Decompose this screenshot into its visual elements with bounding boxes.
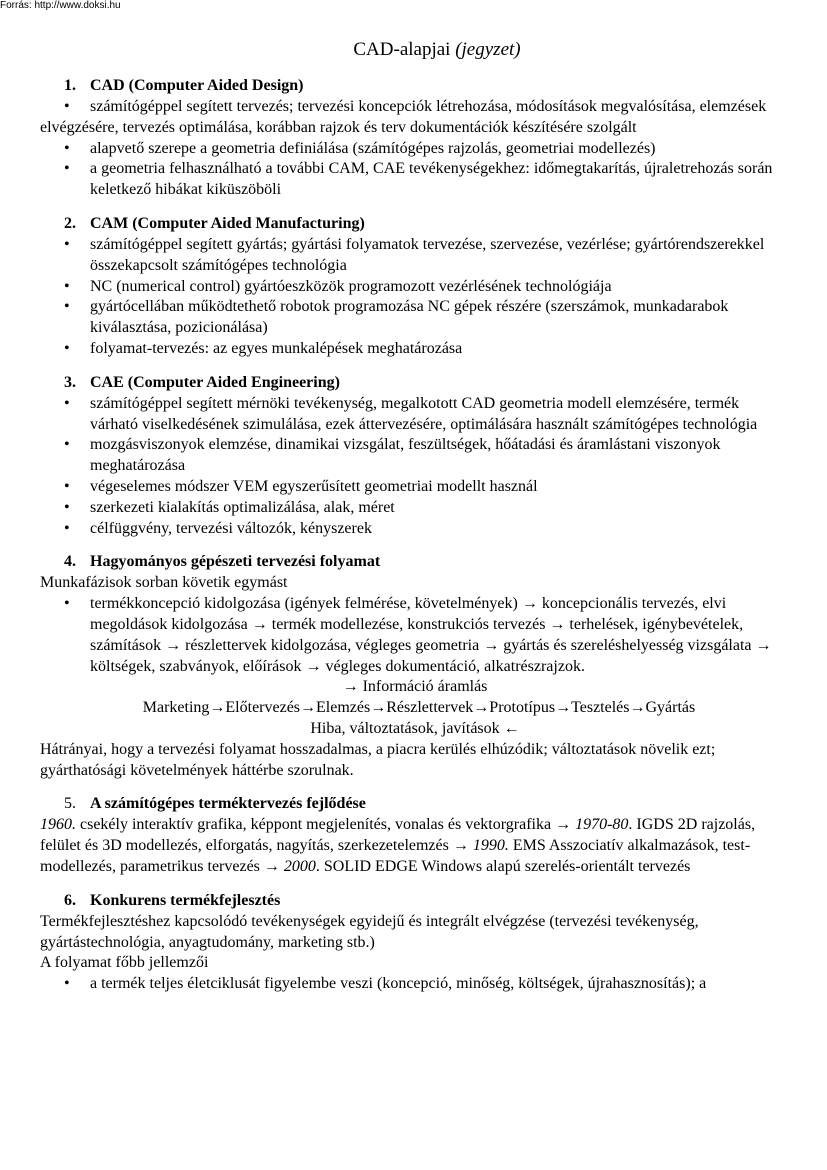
bullet-icon: • xyxy=(64,139,70,157)
section-heading xyxy=(40,373,790,394)
list-item-text: alapvető szerepe a geometria definiálása (számítógépes rajzolás, geometriai modellezés) xyxy=(90,139,656,157)
title-main: CAD-alapjai xyxy=(353,39,451,60)
section-number: 5. xyxy=(64,795,76,813)
list-item xyxy=(40,519,790,540)
section-heading xyxy=(40,214,790,235)
process-flow: Marketing→Előtervezés→Elemzés→Részlettervek→Prototípus→Tesztelés→Gyártás xyxy=(142,699,696,717)
section-cad xyxy=(40,76,790,201)
section-number: 3. xyxy=(64,373,76,391)
list-item xyxy=(40,339,790,360)
section-heading xyxy=(40,891,790,912)
list-item-text: célfüggvény, tervezési változók, kényszerek xyxy=(90,519,372,537)
section-traditional-design xyxy=(40,552,790,781)
section-cam xyxy=(40,214,790,360)
year: 1960. xyxy=(40,816,76,834)
list-item-text: végeselemes módszer VEM egyszerűsített geometriai modellt használ xyxy=(90,477,538,495)
list-item-text: számítógéppel segített tervezés; tervezési koncepciók létrehozása, módosítások megvalósítása, elemzések elvégzésére, tervezés optimálása, korábban rajzok és terv dokumentációk készítésére szolgált xyxy=(40,98,767,136)
text: . IGDS 2D rajzolás, felület és 3D modellezés, elforgatás, nagyítás, szerkezetelemzés → xyxy=(40,816,756,855)
section-heading xyxy=(40,794,790,815)
list-item xyxy=(40,235,790,277)
list-item xyxy=(40,97,790,139)
bullet-icon: • xyxy=(64,519,70,537)
year: 1990. xyxy=(472,837,509,855)
section-number: 2. xyxy=(64,214,76,232)
section-title: CAD (Computer Aided Design) xyxy=(90,77,304,94)
list-item-text: NC (numerical control) gyártóeszközök programozott vezérlésének technológiája xyxy=(90,277,612,295)
section-title: Hagyományos gépészeti tervezési folyamat xyxy=(90,553,381,571)
section-title: Konkurens termékfejlesztés xyxy=(90,891,281,909)
bullet-list xyxy=(40,394,790,540)
list-item-text: a termék teljes életciklusát figyelembe veszi (koncepció, minőség, költségek, újrahasznosítás); a xyxy=(90,975,707,993)
section-title: CAM (Computer Aided Manufacturing) xyxy=(90,214,365,232)
paragraph xyxy=(40,815,790,877)
bullet-icon: • xyxy=(64,98,70,115)
bullet-icon: • xyxy=(64,975,70,993)
bullet-icon: • xyxy=(64,498,70,516)
bullet-icon: • xyxy=(64,595,70,613)
bullet-list xyxy=(40,235,790,360)
paragraph: Munkafázisok sorban követik egymást xyxy=(40,574,288,592)
section-title: A számítógépes terméktervezés fejlődése xyxy=(90,795,366,813)
list-item xyxy=(40,435,790,477)
list-item-text: gyártócellában működtethető robotok programozása NC gépek részére (szerszámok, munkadarabok kiválasztása, pozicionálása) xyxy=(90,298,729,337)
list-item xyxy=(40,477,790,498)
bullet-icon: • xyxy=(64,277,70,295)
bullet-icon: • xyxy=(64,160,70,178)
list-item xyxy=(40,297,790,339)
bullet-icon: • xyxy=(64,298,70,316)
title-italic: (jegyzet) xyxy=(455,39,521,60)
document-page xyxy=(40,38,790,1008)
error-flow-label: Hiba, változtatások, javítások ← xyxy=(310,719,520,737)
list-item xyxy=(40,139,790,160)
bullet-icon: • xyxy=(64,394,70,412)
list-item-text: mozgásviszonyok elemzése, dinamikai vizsgálat, feszültségek, hőátadási és áramlástani viszonyok meghatározása xyxy=(90,436,721,475)
section-title: CAE (Computer Aided Engineering) xyxy=(90,373,340,391)
text: . SOLID EDGE Windows alapú szerelés-orientált tervezés xyxy=(315,857,691,875)
list-item-text: számítógéppel segített gyártás; gyártási folyamatok tervezése, szervezése, vezérlése; gyártórendszerekkel összekapcsolt számítógépes technológia xyxy=(90,235,765,274)
list-item-text: szerkezeti kialakítás optimalizálása, alak, méret xyxy=(90,498,395,516)
document-title xyxy=(84,38,790,62)
bullet-list xyxy=(40,974,790,995)
list-item xyxy=(40,277,790,298)
paragraph: A folyamat főbb jellemzői xyxy=(40,954,209,972)
year: 2000 xyxy=(283,857,316,875)
section-concurrent xyxy=(40,891,790,995)
section-number: 1. xyxy=(64,77,76,94)
bullet-icon: • xyxy=(64,339,70,357)
bullet-icon: • xyxy=(64,477,70,495)
list-item-text: a geometria felhasználható a további CAM, CAE tevékenységekhez: időmegtakarítás, újraletrehozás során keletkező hibákat kiküszöböli xyxy=(90,160,773,199)
bullet-list xyxy=(40,594,790,677)
section-heading xyxy=(40,552,790,573)
section-number: 6. xyxy=(64,891,76,909)
text: EMS Asszociatív alkalmazások, test-modellezés, parametrikus tervezés → xyxy=(40,837,751,875)
list-item xyxy=(40,594,790,677)
section-cae xyxy=(40,373,790,540)
bullet-list xyxy=(40,97,790,201)
list-item-text: számítógéppel segített mérnöki tevékenység, megalkotott CAD geometria modell elemzésére, termék várható viselkedésének szimulálása, ezek áttervezésére, optimálására használt számítógépes technológia xyxy=(90,394,758,433)
list-item xyxy=(40,159,790,201)
year: 1970-80 xyxy=(575,816,629,834)
text: csekély interaktív grafika, képpont megjelenítés, vonalas és vektorgrafika → xyxy=(76,816,576,834)
list-item xyxy=(40,498,790,519)
section-number: 4. xyxy=(64,553,76,571)
bullet-icon: • xyxy=(64,235,70,253)
section-history xyxy=(40,794,790,877)
list-item-text: folyamat-tervezés: az egyes munkalépések meghatározása xyxy=(90,339,463,357)
list-item xyxy=(40,394,790,436)
info-flow-label: → Információ áramlás xyxy=(342,678,488,696)
source-label: Forrás: http://www.doksi.hu xyxy=(0,0,121,11)
paragraph: Hátrányai, hogy a tervezési folyamat hosszadalmas, a piacra kerülés elhúzódik; változtatások növelik ezt; gyárthatósági követelmények háttérbe szorulnak. xyxy=(40,740,716,779)
bullet-icon: • xyxy=(64,436,70,454)
list-item xyxy=(40,974,790,995)
paragraph: Termékfejlesztéshez kapcsolódó tevékenységek egyidejű és integrált elvégzése (tervezési tevékenység, gyártástechnológia, anyagtudomány, marketing stb.) xyxy=(40,912,699,951)
list-item-text: termékkoncepció kidolgozása (igények felmérése, követelmények) → koncepcionális tervezés, elvi megoldások kidolgozása → termék modellezése, konstrukciós tervezés → terhelések, igénybevételek, számítások → részlettervek kidolgozása, végleges geometria → gyártás és szereléshelyesség vizsgálata → költségek, szabványok, előírások → végleges dokumentáció, alkatrészrajzok. xyxy=(90,595,772,675)
section-heading xyxy=(40,76,790,97)
